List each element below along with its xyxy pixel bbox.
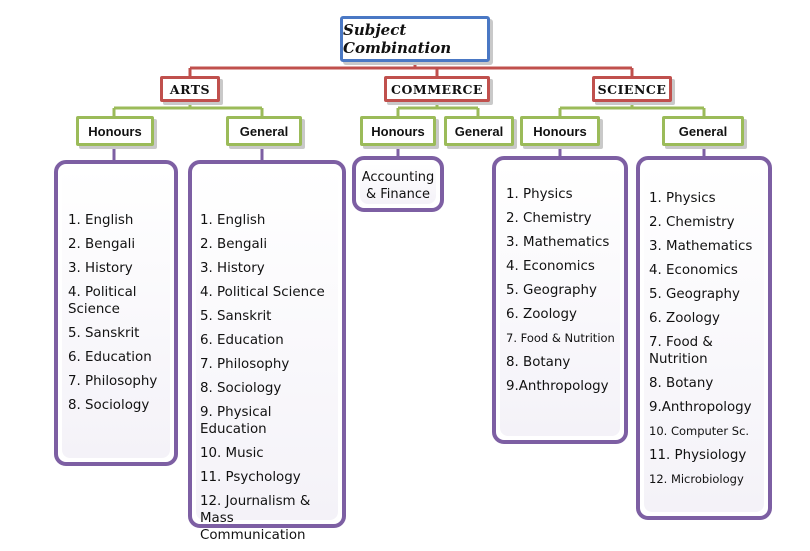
- list-item: 7. Food & Nutrition: [649, 335, 713, 367]
- list-item: 2. Bengali: [200, 237, 268, 252]
- science-honours-node: [520, 116, 600, 146]
- list-item: 4. Economics: [649, 263, 738, 278]
- list-item: 2. Chemistry: [649, 215, 735, 230]
- list-item: 6. Education: [200, 333, 284, 348]
- science-honours-list: [492, 156, 628, 444]
- list-item: 8. Sociology: [68, 398, 150, 413]
- list-item: 11. Physiology: [649, 448, 747, 463]
- stream-arts: [160, 76, 220, 102]
- list-item: 7. Philosophy: [200, 357, 290, 372]
- science-general-node: [662, 116, 744, 146]
- list-item: 5. Sanskrit: [68, 326, 140, 341]
- arts-honours-list: [54, 160, 178, 466]
- arts-general-node: [226, 116, 302, 146]
- list-item: 8. Botany: [506, 355, 571, 370]
- list-item: 1. Physics: [506, 187, 573, 202]
- commerce-general-label: General: [454, 123, 504, 139]
- list-item: 3. Mathematics: [506, 235, 610, 250]
- list-item: 5. Geography: [649, 287, 740, 302]
- list-item: 6. Zoology: [649, 311, 720, 326]
- list-item: 2. Bengali: [68, 237, 136, 252]
- stream-arts-label: ARTS: [169, 81, 211, 97]
- science-general-list: [636, 156, 772, 520]
- list-item: 9.Anthropology: [649, 400, 752, 415]
- root-node: [340, 16, 490, 62]
- arts-honours-node: [76, 116, 154, 146]
- stream-commerce: [384, 76, 490, 102]
- list-item: 6. Zoology: [506, 307, 577, 322]
- list-item: 5. Sanskrit: [200, 309, 272, 324]
- commerce-honours-label: Honours: [371, 123, 425, 139]
- commerce-general-node: [444, 116, 514, 146]
- list-item: 12. Journalism & Mass Communication: [200, 494, 311, 543]
- list-item: 4. Economics: [506, 259, 595, 274]
- list-item: 4. Political Science: [68, 285, 137, 317]
- list-item: 5. Geography: [506, 283, 597, 298]
- list-item: Accounting & Finance: [361, 170, 435, 202]
- arts-general-label: General: [239, 123, 289, 139]
- list-item: 2. Chemistry: [506, 211, 592, 226]
- list-item: 10. Computer Sc.: [649, 424, 750, 438]
- list-item: 4. Political Science: [200, 285, 325, 300]
- list-item: 7. Philosophy: [68, 374, 158, 389]
- list-item: 8. Botany: [649, 376, 714, 391]
- list-item: 7. Food & Nutrition: [506, 331, 615, 345]
- list-item: 9.Anthropology: [506, 379, 609, 394]
- list-item: 10. Music: [200, 446, 264, 461]
- list-item: 1. English: [68, 213, 134, 228]
- root-label: Subject Combination: [343, 21, 452, 57]
- stream-science: [592, 76, 672, 102]
- arts-honours-label: Honours: [88, 123, 142, 139]
- list-item: 11. Psychology: [200, 470, 301, 485]
- arts-general-list: [188, 160, 346, 543]
- list-item: 12. Microbiology: [649, 472, 744, 486]
- list-item: 1. English: [200, 213, 266, 228]
- science-general-label: General: [678, 123, 728, 139]
- list-item: 3. History: [68, 261, 133, 276]
- list-item: 3. History: [200, 261, 265, 276]
- science-honours-label: Honours: [533, 123, 587, 139]
- commerce-honours-list: [352, 156, 444, 212]
- list-item: 3. Mathematics: [649, 239, 753, 254]
- list-item: 8. Sociology: [200, 381, 282, 396]
- stream-science-label: SCIENCE: [597, 81, 667, 97]
- list-item: 1. Physics: [649, 191, 716, 206]
- list-item: 6. Education: [68, 350, 152, 365]
- stream-commerce-label: COMMERCE: [391, 81, 483, 97]
- commerce-honours-node: [360, 116, 436, 146]
- list-item: 9. Physical Education: [200, 405, 272, 437]
